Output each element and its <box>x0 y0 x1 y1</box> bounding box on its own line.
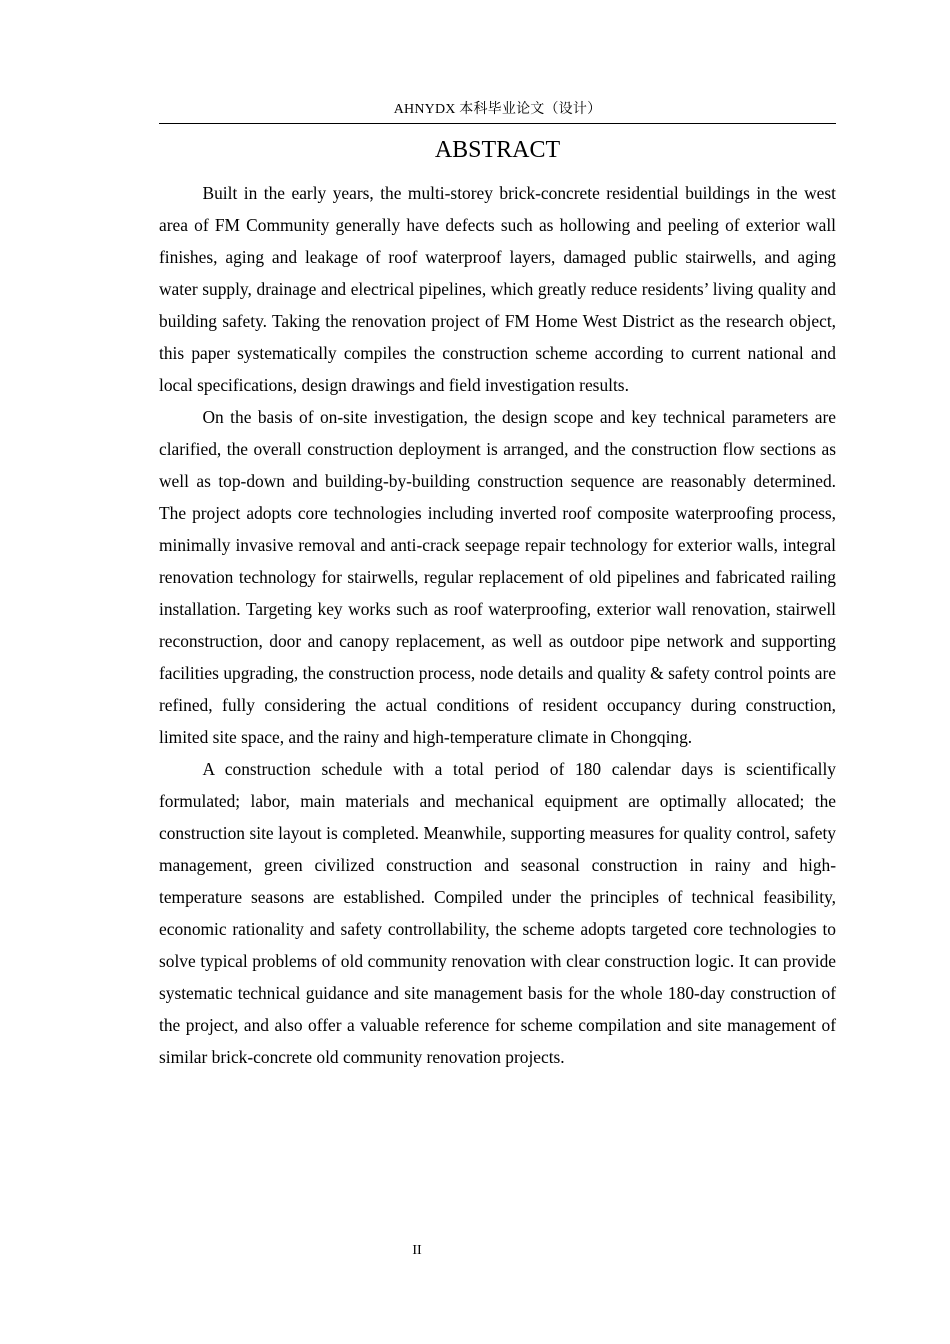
abstract-title: ABSTRACT <box>434 137 561 163</box>
abstract-paragraph-2: On the basis of on-site investigation, the design scope and key technical parameters are clarified, the overall construction deployment is arranged, and the construction flow sections as well as top-down and building-by-building construction sequence are reasonably determined. The project adopts core technologies including inverted roof composite waterproofing process, minimally invasive removal and anti-crack seepage repair technology for exterior walls, integral renovation technology for stairwells, regular replacement of old pipelines and fabricated railing installation. Targeting key works such as roof waterproofing, exterior wall renovation, stairwell reconstruction, door and canopy replacement, as well as outdoor pipe network and supporting facilities upgrading, the construction process, node details and quality & safety control points are refined, fully considering the actual conditions of resident occupancy during construction, limited site space, and the rainy and high-temperature climate in Chongqing. <box>159 407 836 747</box>
abstract-paragraph-1: Built in the early years, the multi-storey brick-concrete residential buildings in the west area of FM Community generally have defects such as hollowing and peeling of exterior wall finishes, aging and leakage of roof waterproof layers, damaged public stairwells, and aging water supply, drainage and electrical pipelines, which greatly reduce residents’ living quality and building safety. Taking the renovation project of FM Home West District as the research object, this paper systematically compiles the construction scheme according to current national and local specifications, design drawings and field investigation results. <box>159 183 836 395</box>
header-rule <box>159 123 836 124</box>
abstract-paragraph-3: A construction schedule with a total period of 180 calendar days is scientifically formulated; labor, main materials and mechanical equipment are optimally allocated; the construction site layout is completed. Meanwhile, supporting measures for quality control, safety management, green civilized construction and seasonal construction in rainy and high-temperature seasons are established. Compiled under the principles of technical feasibility, economic rationality and safety controllability, the scheme adopts targeted core technologies to solve typical problems of old community renovation with clear construction logic. It can provide systematic technical guidance and site management basis for the whole 180-day construction of the project, and also offer a valuable reference for scheme compilation and site management of similar brick-concrete old community renovation projects. <box>159 759 836 1067</box>
running-header: AHNYDX 本科毕业论文（设计） <box>393 102 602 117</box>
abstract-body <box>159 177 836 1073</box>
page-number: II <box>412 1243 422 1258</box>
